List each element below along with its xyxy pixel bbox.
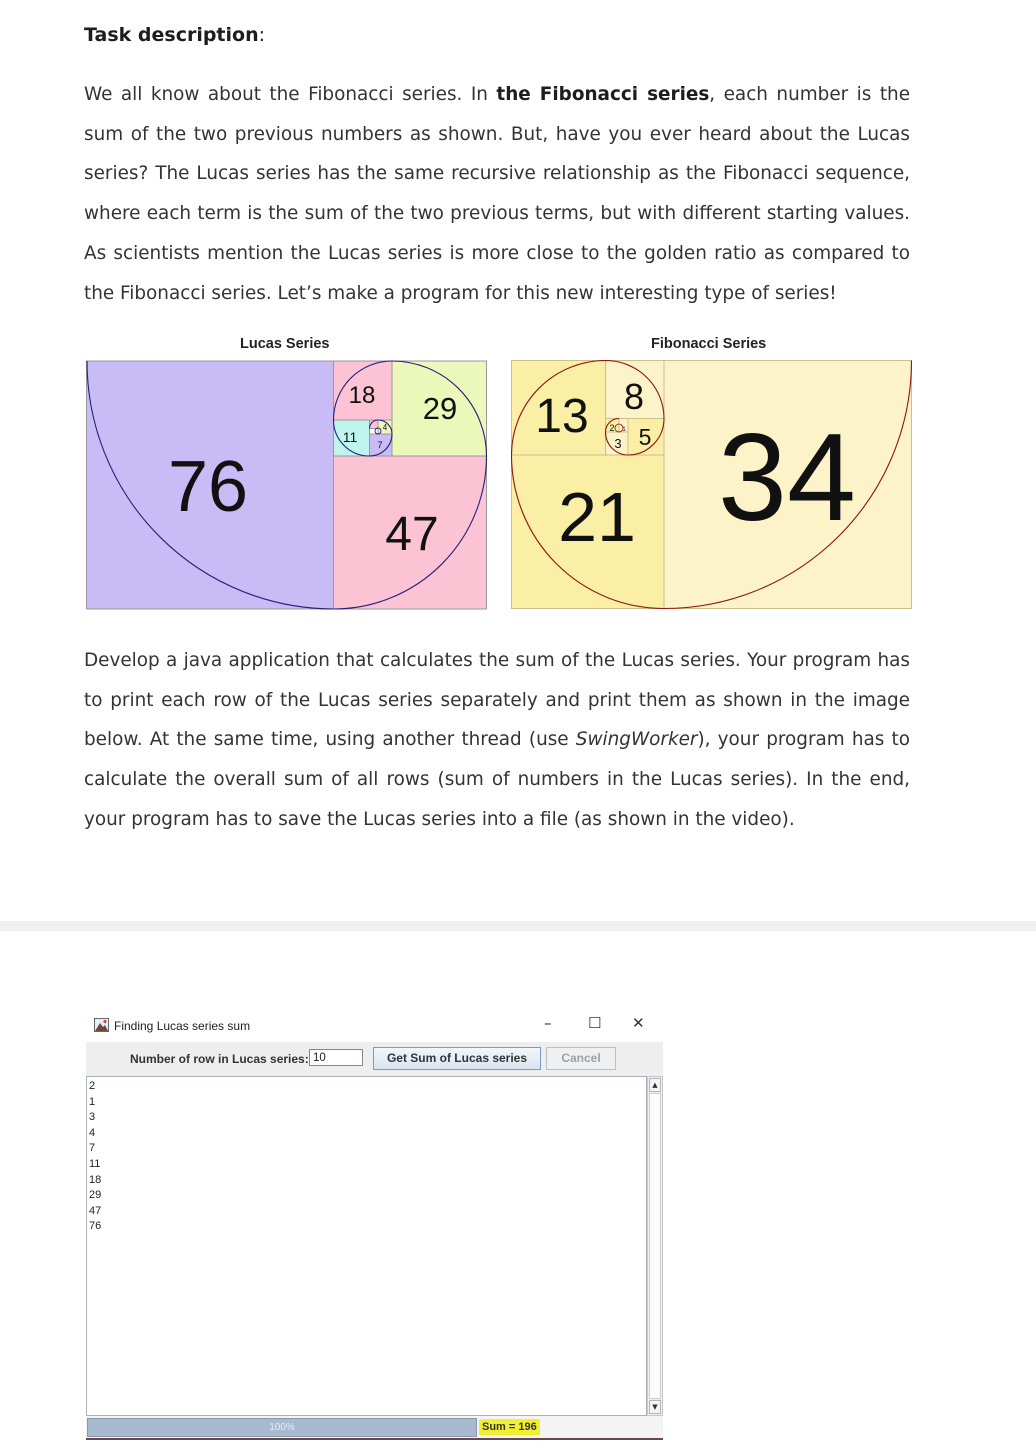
output-line: 7 (89, 1142, 96, 1155)
output-line: 2 (89, 1080, 96, 1092)
body-text-1: Develop a java application that calculates the sum of the Lucas series. Your program has to print each row of the Lucas series separately and print them as shown in the image below. At the same time, using another thread (use (84, 650, 910, 751)
rows-input[interactable]: 10 (309, 1049, 363, 1066)
input-toolbar (86, 1042, 663, 1076)
lucas-label-18: 18 (348, 382, 376, 409)
window-title-bar[interactable] (86, 1010, 663, 1042)
scroll-down-arrow-icon[interactable]: ▼ (649, 1400, 661, 1414)
lucas-spiral-figure (86, 360, 488, 610)
fib-label-21: 21 (558, 478, 636, 556)
lucas-figure-title: Lucas Series (240, 336, 330, 352)
get-sum-button[interactable]: Get Sum of Lucas series (373, 1047, 541, 1070)
rows-label: Number of row in Lucas series: (130, 1052, 309, 1066)
output-line: 76 (89, 1220, 102, 1233)
intro-text-2: , each number is the sum of the two previous numbers as shown. But, have you ever heard about the Lucas series? The Lucas series has the same recursive relationship as the Fibonacci sequence, where each term is the sum of the two previous terms, but with different starting values. As scientists mention the Lucas series is more close to the golden ratio as compared to the Fibonacci series. Let’s make a program for this new interesting type of series! (84, 84, 911, 304)
output-line: 4 (89, 1126, 96, 1139)
output-line: 47 (89, 1204, 102, 1217)
lucas-label-7: 7 (377, 440, 383, 450)
heading-colon: : (258, 24, 266, 46)
minimize-button[interactable]: – (544, 1014, 552, 1032)
output-text-area[interactable] (86, 1076, 647, 1416)
fib-label-34: 34 (718, 409, 856, 547)
output-line: 29 (89, 1189, 102, 1202)
fibonacci-figure-title: Fibonacci Series (651, 336, 767, 352)
intro-bold: the Fibonacci series (496, 84, 710, 105)
progress-text: 100% (269, 1422, 295, 1433)
body-paragraph (84, 641, 910, 840)
fib-label-1: 1 (622, 427, 626, 433)
fib-label-5: 5 (638, 424, 652, 450)
intro-paragraph (84, 75, 910, 313)
output-line: 11 (89, 1157, 101, 1170)
output-line: 1 (89, 1095, 96, 1108)
lucas-label-11: 11 (342, 429, 358, 445)
fib-label-2: 2 (609, 423, 615, 433)
progress-bar (87, 1418, 477, 1437)
task-heading (84, 24, 265, 46)
sum-label: Sum = 196 (479, 1419, 540, 1435)
output-lines (87, 1079, 101, 1235)
scroll-track[interactable] (649, 1093, 661, 1399)
output-line: 18 (89, 1173, 102, 1186)
fib-label-3: 3 (614, 436, 622, 451)
page-separator (0, 921, 1036, 931)
body-italic: SwingWorker (575, 729, 698, 751)
status-bar (86, 1416, 663, 1440)
vertical-scrollbar[interactable] (647, 1076, 663, 1416)
heading-text: Task description (84, 24, 259, 46)
java-app-icon (94, 1018, 109, 1032)
window-title: Finding Lucas series sum (114, 1019, 251, 1033)
cancel-button[interactable]: Cancel (546, 1047, 616, 1070)
fib-label-13: 13 (535, 390, 589, 443)
lucas-label-76: 76 (167, 447, 249, 527)
fibonacci-spiral-figure (511, 360, 913, 610)
output-line: 3 (89, 1111, 96, 1124)
scroll-up-arrow-icon[interactable]: ▲ (649, 1078, 661, 1092)
close-button[interactable]: ✕ (632, 1014, 645, 1032)
fib-label-8: 8 (623, 376, 645, 417)
body-text-2: ), your program has to calculate the overall sum of all rows (sum of numbers in the Lucas series). In the end, your program has to save the Lucas series into a file (as shown in the video). (84, 729, 910, 830)
lucas-label-29: 29 (422, 391, 458, 426)
lucas-label-4: 4 (382, 423, 388, 432)
lucas-app-window (86, 1010, 663, 1440)
lucas-label-47: 47 (385, 508, 439, 561)
maximize-button[interactable]: ☐ (588, 1014, 602, 1032)
intro-text-1: We all know about the Fibonacci series. In (84, 84, 497, 105)
